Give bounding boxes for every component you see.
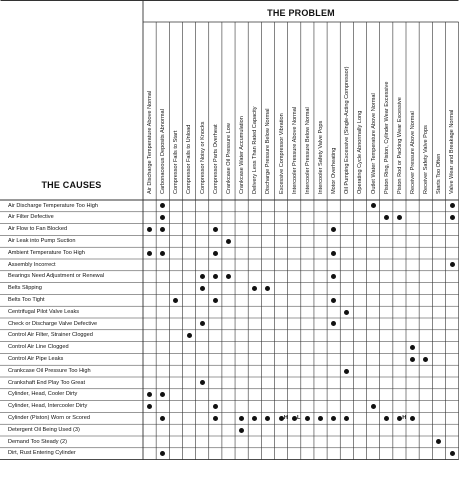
problem-cause-dot bbox=[384, 416, 389, 421]
problem-header: THE PROBLEM bbox=[267, 8, 335, 18]
problem-cause-dot bbox=[213, 274, 218, 279]
cause-row-label: Bearings Need Adjustment or Renewal bbox=[8, 273, 105, 280]
problem-cause-dot bbox=[160, 251, 165, 256]
problem-cause-dot bbox=[239, 428, 244, 433]
problem-cause-dot bbox=[344, 369, 349, 374]
problem-column-label: Carbonaceous Deposits Abnormal bbox=[160, 109, 167, 194]
problem-column-label: Air Discharge Temperature Above Normal bbox=[147, 90, 153, 194]
problem-column-label: Crankcase Water Accumulation bbox=[239, 116, 246, 194]
problem-column-label: Piston Ring, Piston, Cylinder Wear Excessive bbox=[383, 81, 390, 194]
cause-row-label: Demand Too Steady (2) bbox=[8, 438, 67, 445]
problem-cause-dot bbox=[318, 416, 323, 421]
problem-cause-dot bbox=[200, 274, 205, 279]
problem-cause-dot bbox=[331, 251, 336, 256]
high-indicator: H bbox=[283, 415, 288, 422]
problem-cause-dot bbox=[450, 262, 455, 267]
problem-cause-dot bbox=[397, 416, 402, 421]
problem-column-label: Receiver Pressure Above Normal bbox=[410, 111, 416, 194]
cause-row-label: Assembly Incorrect bbox=[8, 261, 56, 268]
problem-column-label: Delivery Less Than Rated Capacity bbox=[252, 106, 259, 194]
problem-cause-dot bbox=[450, 203, 455, 208]
problem-cause-dot bbox=[226, 239, 231, 244]
causes-header: THE CAUSES bbox=[41, 180, 102, 190]
problem-column-label: Crankcase Oil Pressure Low bbox=[225, 123, 232, 194]
problem-column-label: Compressor Fails to Unload bbox=[186, 124, 193, 194]
cause-row-label: Control Air Filter, Strainer Clogged bbox=[8, 332, 93, 339]
problem-cause-dot bbox=[147, 251, 152, 256]
problem-column-label: Operating Cycle Abnormally Long bbox=[357, 110, 364, 194]
cause-row-label: Belts Slipping bbox=[8, 285, 42, 292]
cause-row-label: Crankcase Oil Pressure Too High bbox=[8, 367, 91, 374]
problem-column-label: Compressor Noisy or Knocks bbox=[199, 121, 206, 194]
problem-column-label: Compressor Parts Overheat bbox=[212, 124, 219, 194]
cause-row-label: Control Air Pipe Leaks bbox=[8, 355, 64, 362]
problem-column-label: Intercooler Pressure Above Normal bbox=[291, 106, 298, 194]
problem-cause-dot bbox=[331, 416, 336, 421]
cause-row-label: Cylinder, Head, Intercooler Dirty bbox=[8, 403, 88, 410]
problem-cause-dot bbox=[292, 416, 297, 421]
problem-column-label: Excessive Compressor Vibration bbox=[278, 113, 285, 194]
problem-column-label: Valve Wear and Breakage Normal bbox=[449, 109, 456, 194]
problem-cause-dot bbox=[384, 215, 389, 220]
problem-column-label: Compressor Fails to Start bbox=[173, 130, 180, 194]
cause-row-label: Air Leak into Pump Suction bbox=[8, 237, 76, 244]
low-indicator: L bbox=[297, 415, 301, 422]
cause-row-label: Air Flow to Fan Blocked bbox=[8, 226, 68, 233]
problem-column-label: Intercooler Safety Valve Pops bbox=[317, 120, 324, 194]
problem-cause-dot bbox=[344, 310, 349, 315]
problem-cause-dot bbox=[410, 357, 415, 362]
problem-column-label: Intercooler Pressure Below Normal bbox=[304, 107, 311, 194]
problem-cause-dot bbox=[213, 298, 218, 303]
cause-row-label: Air Discharge Temperature Too High bbox=[8, 202, 98, 209]
cause-row-label: Crankshaft End Play Too Great bbox=[8, 379, 86, 386]
problem-cause-dot bbox=[410, 416, 415, 421]
problem-cause-dot bbox=[305, 416, 310, 421]
problem-cause-dot bbox=[213, 416, 218, 421]
cause-row-label: Check or Discharge Valve Defective bbox=[8, 320, 98, 327]
cause-row-label: Cylinder, Head, Cooler Dirty bbox=[8, 391, 78, 398]
problem-cause-dot bbox=[213, 227, 218, 232]
problem-column-label: Motor Overheating bbox=[331, 147, 338, 194]
problem-cause-dot bbox=[213, 251, 218, 256]
problem-column-label: Receiver Safety Valve Pops bbox=[423, 125, 430, 194]
problem-cause-dot bbox=[239, 416, 244, 421]
problem-cause-dot bbox=[213, 404, 218, 409]
problem-column-label: Outlet Water Temperature Above Normal bbox=[370, 93, 377, 194]
high-indicator: H bbox=[402, 415, 407, 422]
cause-row-label: Ambient Temperature Too High bbox=[8, 249, 85, 256]
problem-cause-dot bbox=[200, 286, 205, 291]
cause-row-label: Cylinder (Piston) Worn or Scored bbox=[8, 414, 90, 421]
cause-row-label: Dirt, Rust Entering Cylinder bbox=[8, 450, 76, 457]
cause-row-label: Centrifugal Pilot Valve Leaks bbox=[8, 308, 80, 315]
problem-column-label: Piston Rod or Packing Wear Excessive bbox=[396, 97, 403, 194]
problem-cause-dot bbox=[331, 298, 336, 303]
cause-row-label: Belts Too Tight bbox=[8, 296, 45, 303]
problem-cause-dot bbox=[279, 416, 284, 421]
problem-column-label: Starts Too Often bbox=[436, 153, 443, 194]
problem-cause-dot bbox=[450, 215, 455, 220]
cause-row-label: Detergent Oil Being Used (3) bbox=[8, 426, 80, 433]
cause-row-label: Air Filter Defective bbox=[8, 214, 54, 221]
problem-cause-dot bbox=[371, 404, 376, 409]
problem-cause-dot bbox=[450, 451, 455, 456]
problem-column-label: Oil Pumping Excessive (Single-Acting Compressor) bbox=[344, 66, 351, 194]
problem-column-label: Discharge Pressure Below Normal bbox=[265, 108, 272, 194]
cause-row-label: Control Air Line Clogged bbox=[8, 344, 69, 351]
problem-cause-dot bbox=[187, 333, 192, 338]
